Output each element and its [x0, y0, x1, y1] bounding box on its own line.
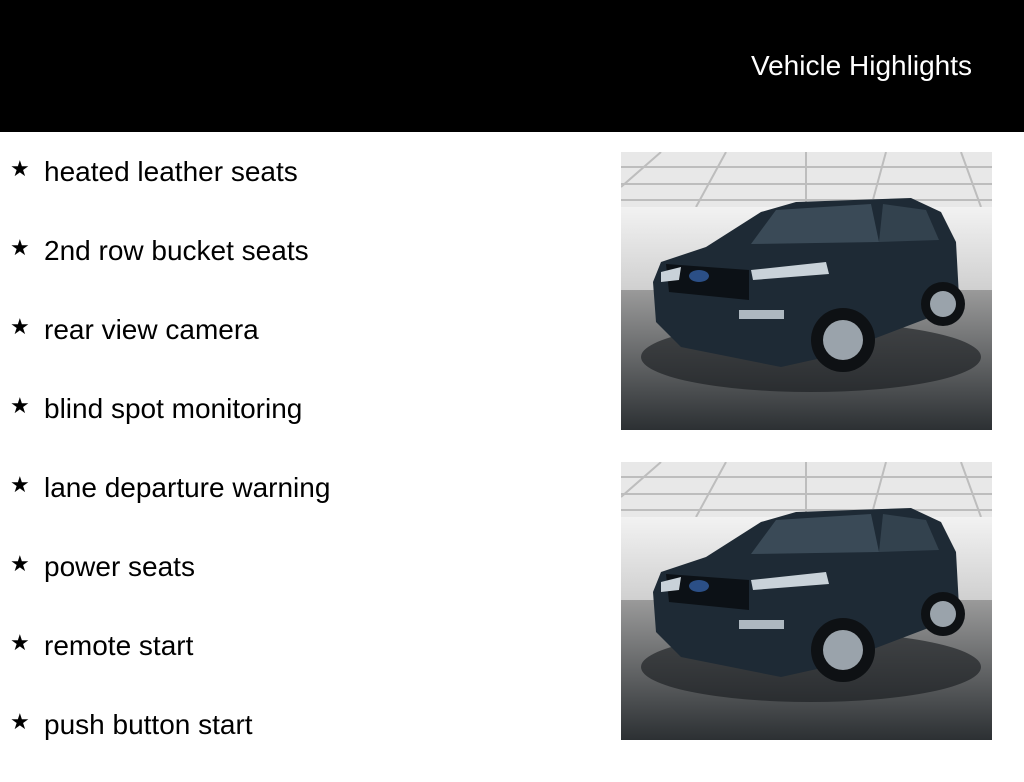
- list-item: [0, 308, 600, 387]
- vehicle-photo: [621, 462, 992, 740]
- list-item: [0, 466, 600, 545]
- feature-label: push button start: [44, 709, 253, 740]
- star-icon: ★: [10, 157, 30, 182]
- vehicle-photo: [621, 152, 992, 430]
- star-icon: ★: [10, 394, 30, 419]
- list-item: [0, 624, 600, 703]
- vehicle-photo-art: [621, 462, 992, 740]
- feature-label: heated leather seats: [44, 156, 298, 187]
- feature-label: lane departure warning: [44, 472, 331, 503]
- vehicle-photo-art: [621, 152, 992, 430]
- feature-label: blind spot monitoring: [44, 393, 303, 424]
- star-icon: ★: [10, 473, 30, 498]
- feature-label: power seats: [44, 551, 195, 582]
- list-item: [0, 229, 600, 308]
- list-item: [0, 387, 600, 466]
- list-item: [0, 545, 600, 624]
- list-item: [0, 150, 600, 229]
- star-icon: ★: [10, 552, 30, 577]
- star-icon: ★: [10, 631, 30, 656]
- star-icon: ★: [10, 710, 30, 735]
- feature-list: [0, 150, 600, 782]
- star-icon: ★: [10, 236, 30, 261]
- feature-label: 2nd row bucket seats: [44, 235, 309, 266]
- star-icon: ★: [10, 315, 30, 340]
- feature-label: rear view camera: [44, 314, 259, 345]
- page-title: Vehicle Highlights: [750, 50, 972, 81]
- header-bar: [0, 0, 1024, 132]
- feature-label: remote start: [44, 630, 194, 661]
- list-item: [0, 703, 600, 782]
